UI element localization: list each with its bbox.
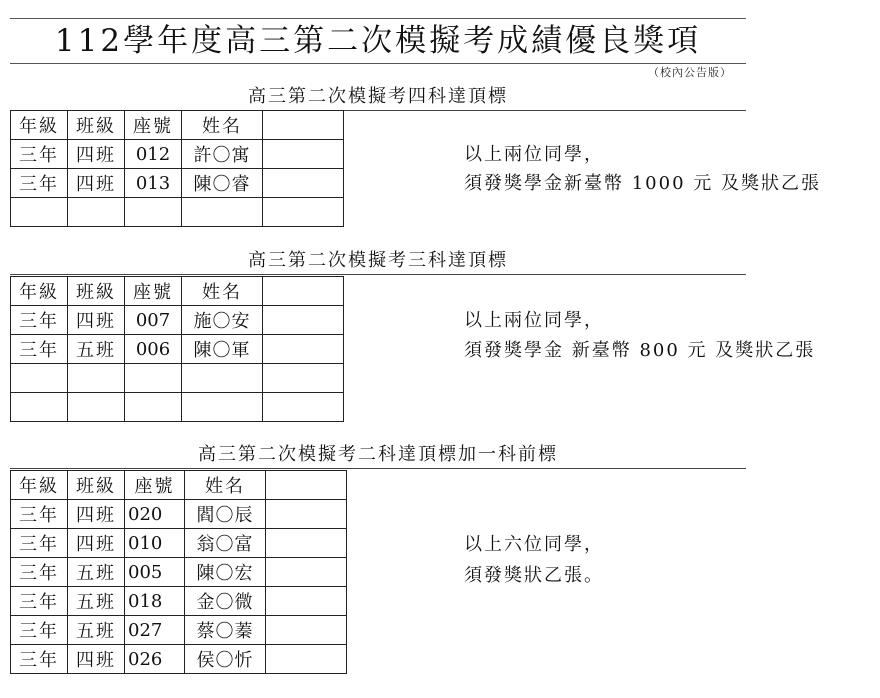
cell-seat [125, 364, 182, 393]
cell-blank [266, 616, 347, 645]
cell-blank [263, 364, 344, 393]
cell-name: 陳〇軍 [182, 335, 263, 364]
award-table-two-plus-one [10, 470, 347, 674]
cell-class [68, 198, 125, 227]
cell-blank [266, 558, 347, 587]
table-row [11, 393, 344, 422]
table-row [11, 500, 347, 529]
cell-blank [266, 500, 347, 529]
cell-blank [263, 198, 344, 227]
header-name: 姓名 [185, 471, 266, 500]
table-row [11, 335, 344, 364]
cell-seat: 027 [125, 616, 185, 645]
header-name: 姓名 [182, 277, 263, 306]
table-row [11, 616, 347, 645]
cell-grade [11, 364, 68, 393]
cell-class: 五班 [68, 616, 125, 645]
cell-grade: 三年 [11, 335, 68, 364]
table-header-row [11, 471, 347, 500]
cell-grade [11, 393, 68, 422]
table-row [11, 645, 347, 674]
cell-seat: 026 [125, 645, 185, 674]
cell-seat: 018 [125, 587, 185, 616]
cell-seat: 013 [125, 169, 182, 198]
header-seat: 座號 [125, 111, 182, 140]
cell-name: 許〇寓 [182, 140, 263, 169]
cell-grade: 三年 [11, 645, 68, 674]
cell-grade: 三年 [11, 140, 68, 169]
cell-blank [263, 306, 344, 335]
cell-seat: 006 [125, 335, 182, 364]
cell-class [68, 364, 125, 393]
cell-class: 四班 [68, 306, 125, 335]
summary-line-1: 以上六位同學， [464, 534, 604, 555]
cell-name: 施〇安 [182, 306, 263, 335]
table-row [11, 169, 344, 198]
header-grade: 年級 [11, 111, 68, 140]
cell-class: 五班 [68, 587, 125, 616]
cell-class: 四班 [68, 169, 125, 198]
cell-name: 金〇微 [185, 587, 266, 616]
cell-blank [263, 335, 344, 364]
header-class: 班級 [68, 277, 125, 306]
cell-grade: 三年 [11, 558, 68, 587]
summary-line-2: 須發獎狀乙張。 [464, 565, 604, 586]
cell-name: 閻〇辰 [185, 500, 266, 529]
header-class: 班級 [68, 111, 125, 140]
cell-name [182, 198, 263, 227]
table-row [11, 364, 344, 393]
cell-class: 四班 [68, 645, 125, 674]
cell-name: 陳〇睿 [182, 169, 263, 198]
document-note: （校內公告版） [648, 66, 732, 79]
header-grade: 年級 [11, 471, 68, 500]
header-class: 班級 [68, 471, 125, 500]
header-blank [263, 111, 344, 140]
cell-class: 五班 [68, 558, 125, 587]
cell-seat: 010 [125, 529, 185, 558]
table-header-row [11, 111, 344, 140]
cell-class: 五班 [68, 335, 125, 364]
header-blank [263, 277, 344, 306]
table-row [11, 529, 347, 558]
header-seat: 座號 [125, 471, 185, 500]
cell-class: 四班 [68, 500, 125, 529]
cell-seat: 007 [125, 306, 182, 335]
document-title: 112學年度高三第二次模擬考成績優良獎項 [10, 18, 746, 64]
cell-grade: 三年 [11, 587, 68, 616]
header-grade: 年級 [11, 277, 68, 306]
cell-class: 四班 [68, 140, 125, 169]
table-row [11, 558, 347, 587]
cell-seat [125, 393, 182, 422]
cell-grade [11, 198, 68, 227]
cell-seat: 005 [125, 558, 185, 587]
cell-seat: 020 [125, 500, 185, 529]
cell-blank [266, 529, 347, 558]
cell-grade: 三年 [11, 500, 68, 529]
cell-class [68, 393, 125, 422]
cell-blank [266, 587, 347, 616]
cell-grade: 三年 [11, 529, 68, 558]
award-table-three-subjects [10, 276, 344, 422]
table-header-row [11, 277, 344, 306]
cell-blank [263, 140, 344, 169]
summary-line-1: 以上兩位同學， [464, 144, 604, 165]
section-heading-two-plus-one: 高三第二次模擬考二科達頂標加一科前標 [10, 442, 746, 469]
cell-blank [263, 169, 344, 198]
table-row [11, 306, 344, 335]
cell-name: 陳〇宏 [185, 558, 266, 587]
header-blank [266, 471, 347, 500]
cell-name: 蔡〇蓁 [185, 616, 266, 645]
section-heading-four-subjects: 高三第二次模擬考四科達頂標 [10, 84, 746, 111]
table-row [11, 587, 347, 616]
cell-name: 翁〇富 [185, 529, 266, 558]
cell-grade: 三年 [11, 306, 68, 335]
cell-name [182, 364, 263, 393]
cell-grade: 三年 [11, 169, 68, 198]
cell-class: 四班 [68, 529, 125, 558]
cell-blank [266, 645, 347, 674]
summary-line-1: 以上兩位同學， [464, 310, 604, 331]
award-table-four-subjects [10, 110, 344, 227]
cell-blank [263, 393, 344, 422]
table-row [11, 140, 344, 169]
cell-seat: 012 [125, 140, 182, 169]
summary-line-2: 須發獎學金 新臺幣 800 元 及獎狀乙張 [464, 340, 816, 361]
section-heading-three-subjects: 高三第二次模擬考三科達頂標 [10, 248, 746, 275]
cell-seat [125, 198, 182, 227]
header-seat: 座號 [125, 277, 182, 306]
cell-name: 侯〇忻 [185, 645, 266, 674]
summary-line-2: 須發獎學金新臺幣 1000 元 及獎狀乙張 [464, 173, 821, 194]
header-name: 姓名 [182, 111, 263, 140]
cell-grade: 三年 [11, 616, 68, 645]
cell-name [182, 393, 263, 422]
table-row [11, 198, 344, 227]
